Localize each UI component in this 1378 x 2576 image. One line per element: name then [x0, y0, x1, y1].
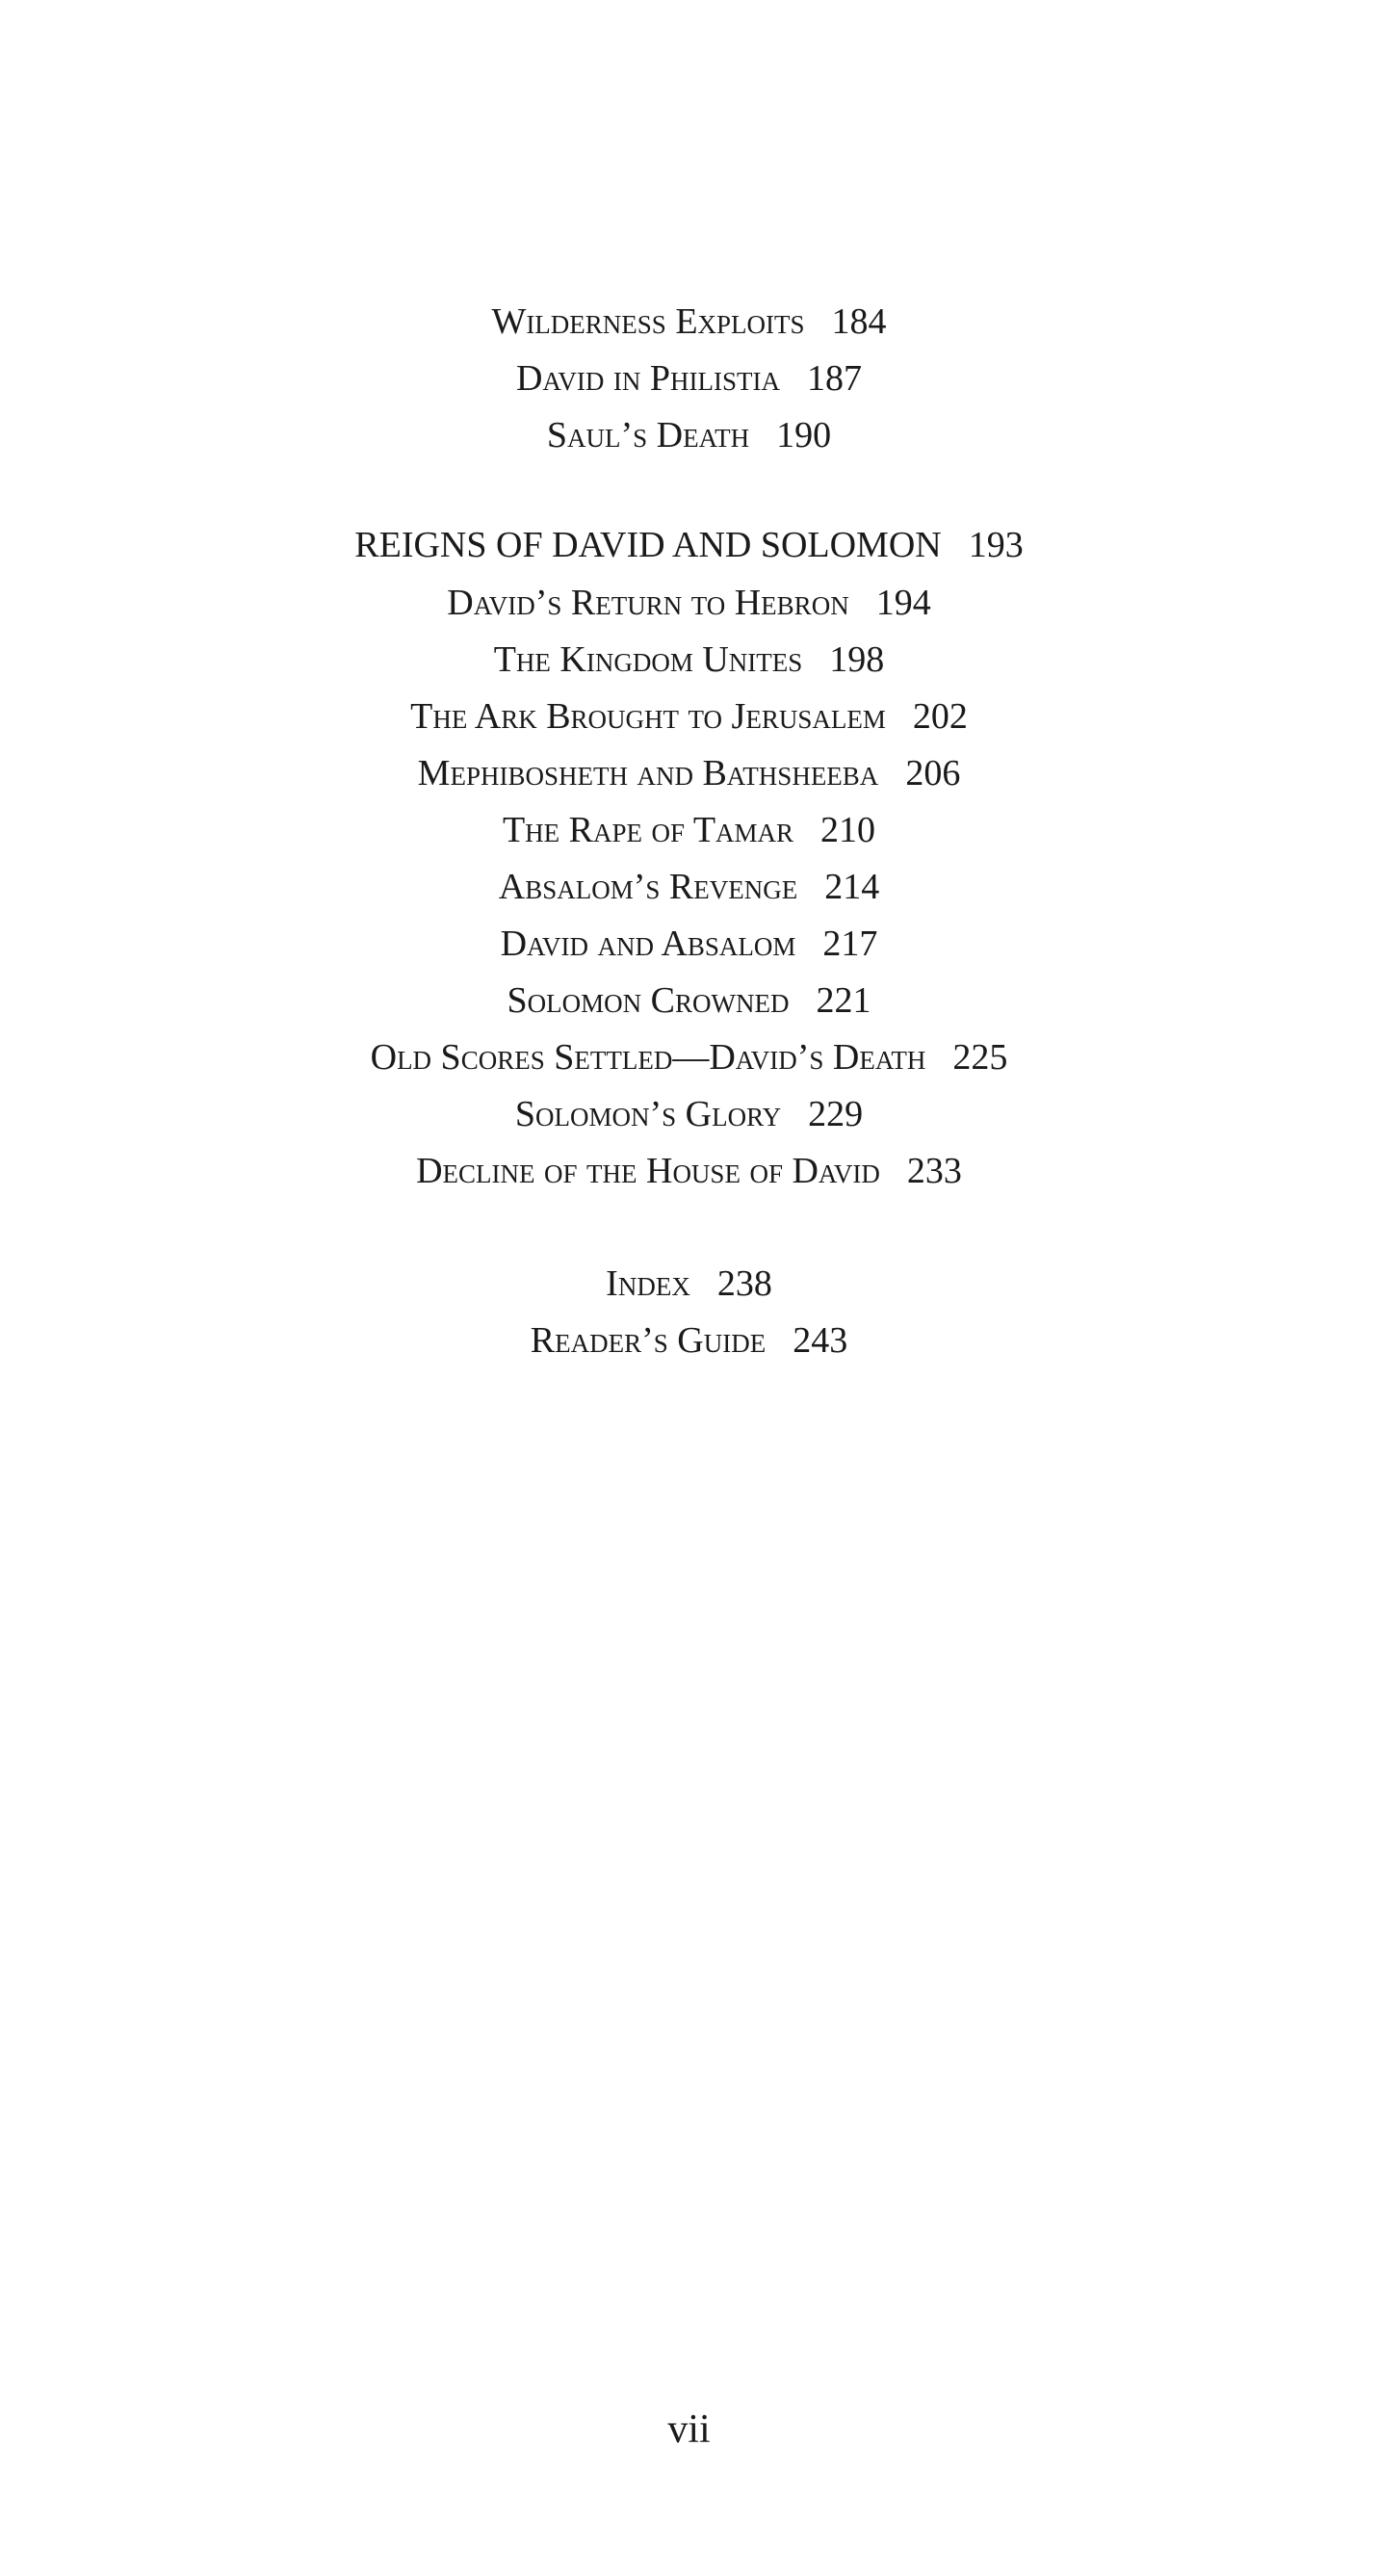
toc-entry-title: David’s Return to Hebron — [447, 583, 849, 623]
toc-entry-page: 184 — [831, 301, 887, 342]
toc-entry-page: 190 — [776, 415, 832, 455]
toc-entry-page: 243 — [793, 1320, 848, 1361]
toc-entry-page: 233 — [906, 1151, 962, 1191]
toc-entry-page: 198 — [829, 639, 885, 680]
toc-entry — [0, 755, 1378, 792]
toc-entry-page: 202 — [912, 696, 968, 737]
toc-entry-sauls-death — [0, 417, 1378, 454]
toc-entry — [0, 925, 1378, 962]
toc-entry-title: Reader’s Guide — [530, 1320, 767, 1361]
toc-entry-page: 194 — [875, 583, 931, 623]
toc-entry-page: 217 — [822, 924, 878, 964]
toc-entry-title: David and Absalom — [500, 924, 796, 964]
toc-entry-title: The Kingdom Unites — [493, 639, 803, 680]
toc-entry-title: The Rape of Tamar — [502, 810, 794, 850]
toc-entry-page: 238 — [716, 1263, 772, 1304]
toc-entry — [0, 585, 1378, 621]
page-number: vii — [667, 2407, 711, 2452]
toc-part-heading — [0, 527, 1378, 563]
toc-entry-title: Absalom’s Revenge — [498, 867, 798, 907]
toc-entry-wilderness-exploits — [0, 303, 1378, 340]
toc-entry-title: Solomon’s Glory — [514, 1094, 782, 1134]
toc-entry-page: 210 — [820, 810, 876, 850]
toc-entry-title: Solomon Crowned — [507, 980, 790, 1021]
toc-entry-david-in-philistia — [0, 360, 1378, 397]
toc-entry — [0, 1096, 1378, 1132]
toc-entry-page: 225 — [952, 1037, 1008, 1078]
toc-part-page: 193 — [968, 525, 1024, 565]
toc-entry-page: 187 — [807, 358, 863, 399]
toc-entry-title: Index — [606, 1263, 690, 1304]
toc-entry — [0, 1153, 1378, 1189]
toc-entry — [0, 869, 1378, 905]
toc-entry — [0, 641, 1378, 678]
toc-entry-readers-guide — [0, 1322, 1378, 1359]
toc-part-title: REIGNS OF DAVID AND SOLOMON — [354, 525, 942, 565]
toc-entry-title: The Ark Brought to Jerusalem — [410, 696, 886, 737]
toc-entry-title: Saul’s Death — [546, 415, 750, 455]
toc-entry-page: 206 — [905, 753, 961, 794]
toc-entry — [0, 812, 1378, 848]
toc-entry-page: 221 — [816, 980, 871, 1021]
toc-entry-page: 229 — [808, 1094, 864, 1134]
toc-entry-page: 214 — [824, 867, 880, 907]
toc-entry-title: Old Scores Settled—David’s Death — [370, 1037, 926, 1078]
toc-entry — [0, 982, 1378, 1019]
toc-entry — [0, 1039, 1378, 1076]
toc-entry-title: Decline of the House of David — [416, 1151, 880, 1191]
toc-entry-title: Wilderness Exploits — [491, 301, 805, 342]
toc-entry — [0, 698, 1378, 735]
toc-entry-title: David in Philistia — [515, 358, 781, 399]
toc-entry-title: Mephibosheth and Bathsheeba — [417, 753, 879, 794]
toc-entry-index — [0, 1265, 1378, 1302]
